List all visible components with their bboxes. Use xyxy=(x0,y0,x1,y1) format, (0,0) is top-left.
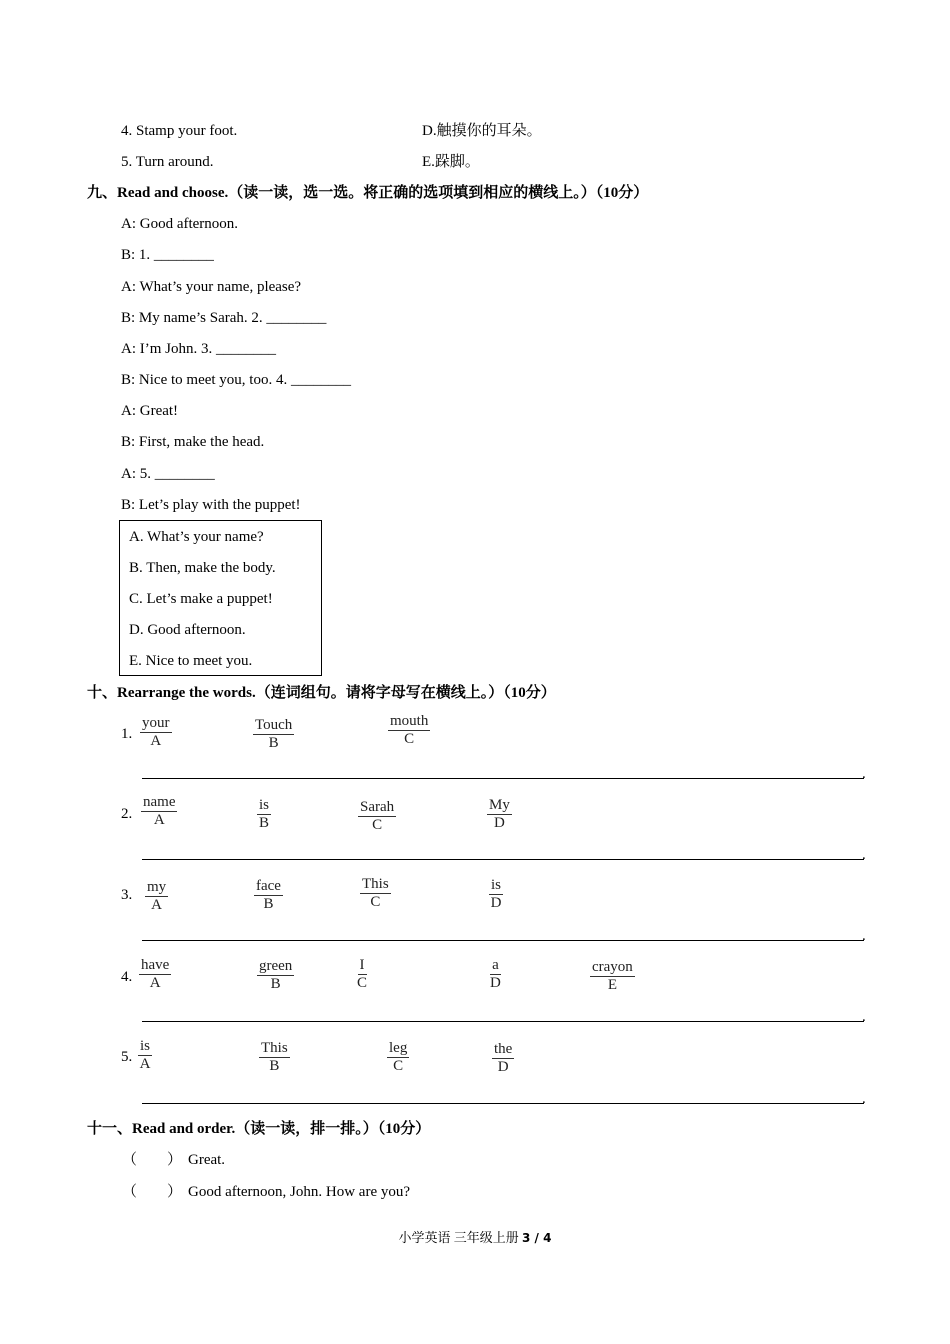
word-card xyxy=(140,715,172,750)
dialogue-line: A: Great! xyxy=(121,403,179,419)
section10-title: 十、Rearrange the words.（连词组句。请将字母写在横线上。）（10分） xyxy=(87,685,556,701)
word-card xyxy=(358,799,396,834)
word-card xyxy=(490,957,501,992)
word-text: your xyxy=(142,715,170,731)
word-card xyxy=(139,957,171,992)
dialogue-line: A: Good afternoon. xyxy=(121,216,239,232)
word-letter: B xyxy=(269,1058,280,1074)
word-text: mouth xyxy=(390,713,429,729)
order-paren[interactable]: （ ） xyxy=(122,1152,183,1168)
answer-line[interactable] xyxy=(142,859,864,860)
item-number: 1. xyxy=(121,726,133,742)
word-letter: D xyxy=(494,815,505,831)
word-text: a xyxy=(492,957,499,973)
line-end: . xyxy=(862,1091,866,1107)
dialogue-line: B: First, make the head. xyxy=(121,434,265,450)
item-number: 4. xyxy=(121,969,133,985)
word-card xyxy=(590,959,635,994)
dialogue-line: B: Nice to meet you, too. 4. ________ xyxy=(121,372,351,388)
dialogue-line: B: Let’s play with the puppet! xyxy=(121,497,301,513)
word-letter: A xyxy=(153,812,165,828)
word-text: my xyxy=(147,879,167,895)
word-text: green xyxy=(259,958,293,974)
prev-item-answer: E.跺脚。 xyxy=(422,154,480,170)
word-letter: A xyxy=(150,733,162,749)
option-item: A. What’s your name? xyxy=(129,529,264,545)
dialogue-line: A: 5. ________ xyxy=(121,466,215,482)
options-box xyxy=(119,520,322,676)
word-text: is xyxy=(140,1038,151,1054)
prev-item-text: 4. Stamp your foot. xyxy=(121,123,238,139)
answer-line[interactable] xyxy=(142,940,864,941)
word-card xyxy=(254,878,283,913)
answer-line[interactable] xyxy=(142,1103,864,1104)
word-letter: A xyxy=(151,897,162,913)
word-letter: D xyxy=(490,975,501,991)
item-number: 2. xyxy=(121,806,133,822)
order-text: Great. xyxy=(188,1152,226,1168)
word-text: face xyxy=(256,878,281,894)
word-text: have xyxy=(141,957,170,973)
word-letter: C xyxy=(372,817,383,833)
word-card xyxy=(387,1040,409,1075)
word-card xyxy=(492,1041,514,1076)
section9-title: 九、Read and choose.（读一读，选一选。将正确的选项填到相应的横线上。）（10分） xyxy=(87,185,649,201)
word-card xyxy=(357,957,367,992)
option-item: B. Then, make the body. xyxy=(129,560,276,576)
word-text: This xyxy=(261,1040,288,1056)
option-item: E. Nice to meet you. xyxy=(129,653,253,669)
word-card xyxy=(489,877,503,912)
word-letter: D xyxy=(497,1059,509,1075)
word-card xyxy=(145,879,168,914)
word-text: Sarah xyxy=(360,799,395,815)
word-card xyxy=(253,717,294,752)
word-text: leg xyxy=(389,1040,408,1056)
footer-text: 小学英语 三年级上册 xyxy=(398,1230,519,1245)
word-card xyxy=(141,794,177,829)
prev-item-text: 5. Turn around. xyxy=(121,154,214,170)
word-text: I xyxy=(359,957,365,973)
word-text: My xyxy=(489,797,510,813)
word-letter: A xyxy=(149,975,161,991)
word-card xyxy=(388,713,430,748)
page-footer xyxy=(0,1229,950,1247)
word-letter: A xyxy=(139,1056,151,1072)
page-number: 3 / 4 xyxy=(522,1231,552,1245)
word-letter: B xyxy=(270,976,281,992)
word-text: the xyxy=(494,1041,513,1057)
dialogue-line: A: I’m John. 3. ________ xyxy=(121,341,276,357)
word-card xyxy=(259,1040,290,1075)
order-paren[interactable]: （ ） xyxy=(122,1184,183,1200)
word-letter: C xyxy=(370,894,381,910)
word-text: is xyxy=(259,797,270,813)
dialogue-line: B: 1. ________ xyxy=(121,247,214,263)
word-letter: C xyxy=(393,1058,404,1074)
word-letter: E xyxy=(607,977,617,993)
dialogue-line: B: My name’s Sarah. 2. ________ xyxy=(121,310,327,326)
word-text: This xyxy=(362,876,389,892)
word-text: Touch xyxy=(255,717,293,733)
line-end: . xyxy=(862,847,866,863)
word-text: is xyxy=(491,877,502,893)
word-text: name xyxy=(143,794,176,810)
word-card xyxy=(257,797,271,832)
word-letter: B xyxy=(263,896,274,912)
word-letter: C xyxy=(404,731,415,747)
order-text: Good afternoon, John. How are you? xyxy=(188,1184,411,1200)
word-card xyxy=(138,1038,152,1073)
word-letter: B xyxy=(259,815,270,831)
item-number: 5. xyxy=(121,1049,133,1065)
word-letter: C xyxy=(357,975,368,991)
word-letter: D xyxy=(490,895,502,911)
word-text: crayon xyxy=(592,959,633,975)
dialogue-line: A: What’s your name, please? xyxy=(121,279,302,295)
word-card xyxy=(360,876,391,911)
line-end: . xyxy=(862,1009,866,1025)
word-card xyxy=(257,958,294,993)
item-number: 3. xyxy=(121,887,133,903)
option-item: D. Good afternoon. xyxy=(129,622,246,638)
line-end: . xyxy=(862,766,866,782)
answer-line[interactable] xyxy=(142,778,864,779)
word-letter: B xyxy=(268,735,279,751)
section11-title: 十一、Read and order.（读一读，排一排。）（10分） xyxy=(87,1121,431,1137)
prev-item-answer: D.触摸你的耳朵。 xyxy=(422,123,542,139)
option-item: C. Let’s make a puppet! xyxy=(129,591,273,607)
word-card xyxy=(487,797,512,832)
line-end: . xyxy=(862,928,866,944)
answer-line[interactable] xyxy=(142,1021,864,1022)
